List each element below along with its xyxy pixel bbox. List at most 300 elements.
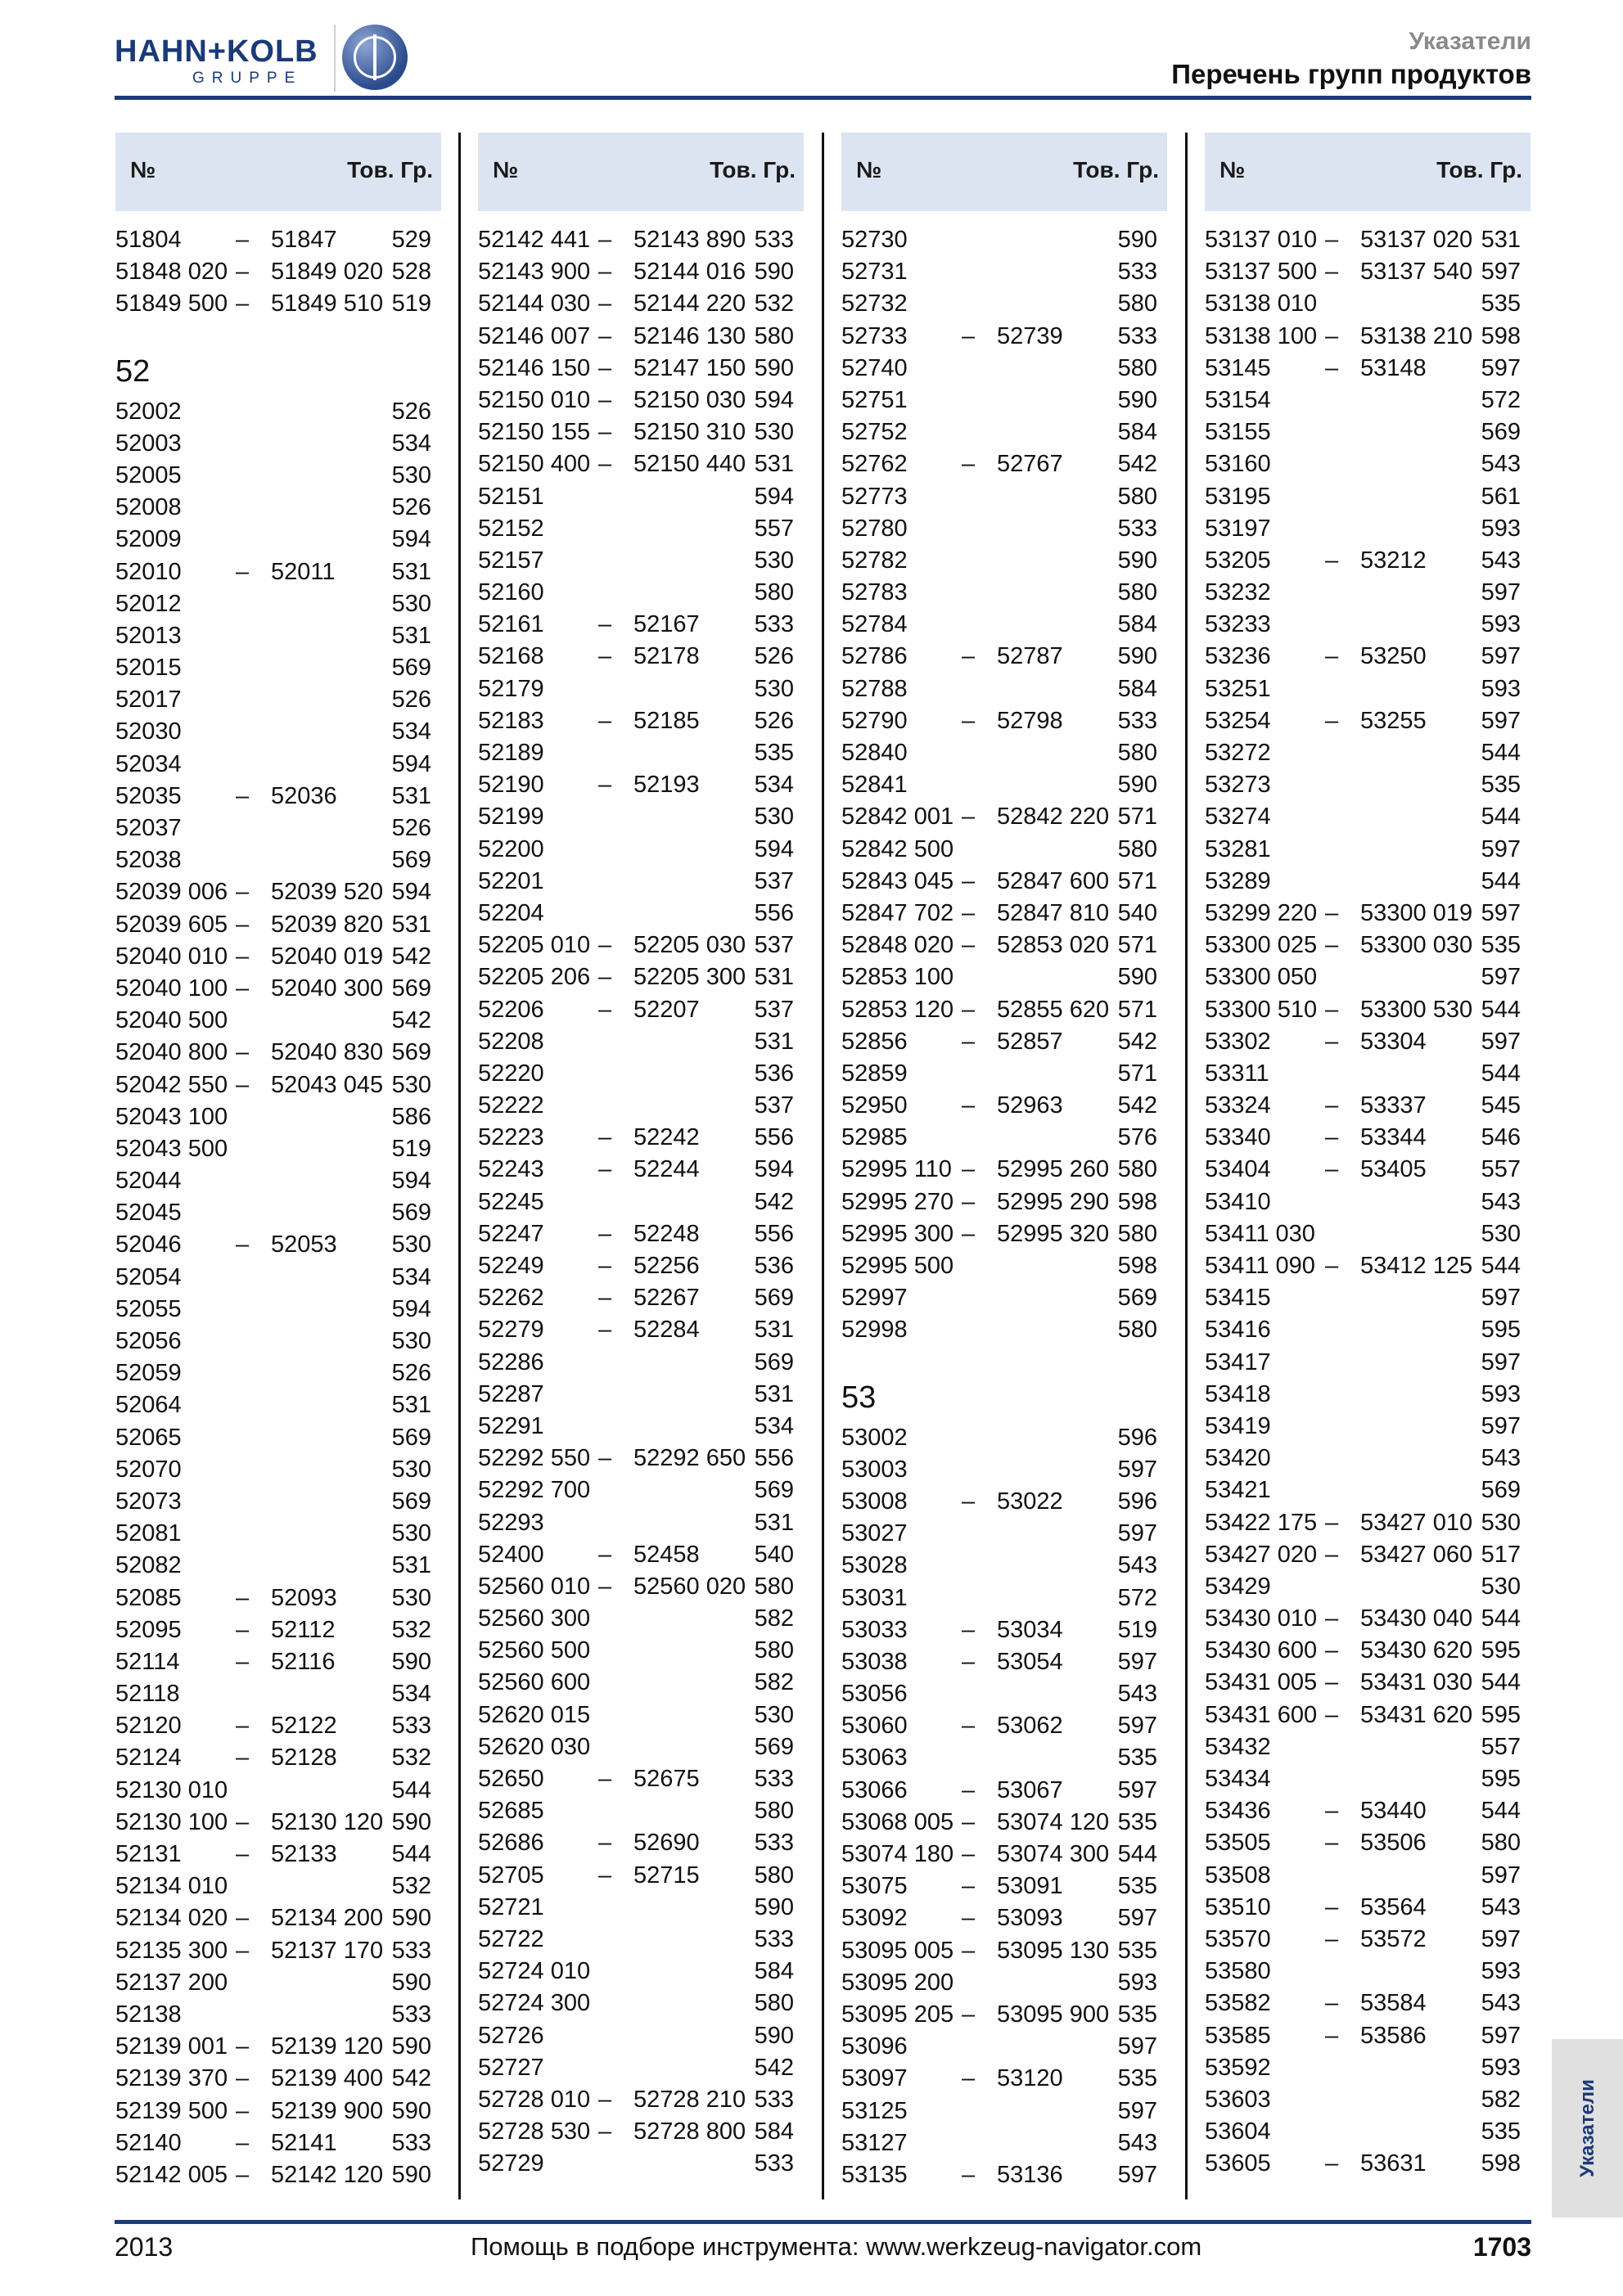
product-group: 535 (1117, 1873, 1157, 1900)
product-group: 533 (754, 1766, 794, 1792)
index-row (841, 1058, 1167, 1090)
product-group: 571 (1117, 867, 1157, 894)
index-row (1205, 1699, 1531, 1731)
item-number-from: 52073 (115, 1488, 182, 1515)
item-number-from: 52842 001 (841, 804, 954, 831)
item-number-to: 52690 (633, 1830, 700, 1857)
page-title: Перечень групп продуктов (1171, 59, 1531, 89)
item-number-to: 53138 210 (1360, 322, 1473, 349)
item-number-to: 53074 120 (997, 1808, 1110, 1835)
index-row (478, 1314, 804, 1346)
index-row (1205, 1474, 1531, 1506)
item-number-from: 52142 441 (478, 227, 591, 253)
product-group: 597 (1481, 1862, 1521, 1889)
item-number-from: 52017 (115, 687, 182, 714)
item-number-from: 52287 (478, 1380, 544, 1407)
index-row (115, 749, 441, 781)
product-group: 533 (391, 1713, 431, 1740)
index-row (115, 1775, 441, 1807)
product-group: 597 (1481, 707, 1521, 734)
index-row (1205, 898, 1531, 930)
product-group: 557 (754, 515, 794, 542)
product-group: 580 (754, 579, 794, 606)
product-group: 530 (754, 419, 794, 446)
item-number-to: 53091 (997, 1873, 1063, 1900)
item-number-from: 53603 (1205, 2086, 1271, 2113)
item-number-from: 52040 100 (115, 975, 228, 1002)
item-number-from: 53420 (1205, 1445, 1271, 1472)
index-row (115, 1646, 441, 1678)
product-group: 542 (391, 943, 431, 970)
item-number-from: 52201 (478, 867, 544, 894)
range-dash: – (236, 1713, 250, 1740)
index-row (478, 2116, 804, 2148)
product-group: 590 (1117, 227, 1157, 253)
index-row (478, 1988, 804, 2019)
index-row (478, 1026, 804, 1058)
range-dash: – (1325, 227, 1339, 253)
product-group: 571 (1117, 804, 1157, 831)
item-number-from: 52015 (115, 655, 182, 682)
item-number-from: 52995 300 (841, 1220, 954, 1247)
item-number-from: 52728 530 (478, 2118, 591, 2145)
index-row (1205, 256, 1531, 288)
range-dash: – (598, 1253, 612, 1279)
index-row (478, 1474, 804, 1506)
index-row (841, 256, 1167, 288)
item-number-from: 52705 (478, 1862, 544, 1889)
range-dash: – (598, 1317, 612, 1344)
index-row (115, 1326, 441, 1357)
item-number-to: 53427 010 (1360, 1509, 1473, 1536)
product-group: 593 (1481, 2054, 1521, 2081)
product-group: 597 (1481, 2022, 1521, 2049)
index-row (841, 1678, 1167, 1710)
product-group: 593 (1481, 1380, 1521, 1407)
column-header-number: № (493, 157, 519, 182)
index-row (841, 2096, 1167, 2127)
item-number-from: 53251 (1205, 675, 1271, 702)
product-group: 590 (1117, 386, 1157, 413)
range-dash: – (1325, 899, 1339, 926)
range-dash: – (962, 1937, 976, 1964)
item-number-from: 53254 (1205, 707, 1271, 734)
index-row (1205, 834, 1531, 866)
item-number-from: 52732 (841, 290, 908, 317)
item-number-from: 53410 (1205, 1188, 1271, 1215)
index-row (115, 1614, 441, 1646)
item-number-from: 52686 (478, 1830, 544, 1857)
product-group: 544 (1481, 867, 1521, 894)
product-group: 569 (754, 1285, 794, 1312)
item-number-from: 52728 010 (478, 2086, 591, 2113)
item-number-from: 53508 (1205, 1862, 1271, 1889)
range-dash: – (236, 782, 250, 809)
index-row (841, 385, 1167, 416)
column-header-group: Тов. Гр. (1073, 157, 1159, 182)
index-row (841, 609, 1167, 641)
item-number-to: 52207 (633, 996, 700, 1023)
index-row (841, 1807, 1167, 1839)
product-group: 531 (754, 451, 794, 478)
index-row (478, 1956, 804, 1988)
item-number-to: 53430 040 (1360, 1605, 1473, 1632)
range-dash: – (236, 2129, 250, 2156)
index-row (115, 288, 441, 320)
item-number-from: 52137 200 (115, 1969, 228, 1996)
item-number-from: 53505 (1205, 1830, 1271, 1857)
range-dash: – (962, 322, 976, 349)
range-dash: – (236, 1808, 250, 1835)
index-row (1205, 2052, 1531, 2084)
item-number-from: 53300 025 (1205, 932, 1318, 959)
item-number-from: 52161 (478, 611, 544, 638)
item-number-from: 53604 (1205, 2118, 1271, 2145)
item-number-from: 53125 (841, 2097, 908, 2124)
column-header (115, 133, 441, 211)
item-number-from: 53138 100 (1205, 322, 1318, 349)
product-group: 532 (754, 290, 794, 317)
product-group: 535 (1481, 290, 1521, 317)
product-group: 544 (1481, 1605, 1521, 1632)
item-number-from: 52200 (478, 835, 544, 862)
product-group: 535 (1481, 772, 1521, 799)
product-group: 597 (1117, 1648, 1157, 1675)
item-number-from: 52292 550 (478, 1445, 591, 1472)
item-number-from: 52157 (478, 547, 544, 574)
product-group: 580 (1481, 1830, 1521, 1857)
item-number-to: 53137 540 (1360, 259, 1473, 286)
item-number-to: 53136 (997, 2161, 1063, 2188)
product-group: 533 (754, 2150, 794, 2177)
item-number-to: 52137 170 (271, 1937, 384, 1964)
index-row (115, 652, 441, 684)
item-number-to: 52560 020 (633, 1573, 746, 1600)
index-row (478, 1892, 804, 1924)
product-group: 594 (391, 526, 431, 553)
range-dash: – (598, 451, 612, 478)
product-group: 543 (1481, 547, 1521, 574)
product-group: 531 (754, 1317, 794, 1344)
item-number-from: 52279 (478, 1317, 544, 1344)
index-row (1205, 673, 1531, 705)
product-group: 584 (1117, 675, 1157, 702)
index-row (478, 1443, 804, 1474)
item-number-to: 53337 (1360, 1092, 1427, 1119)
item-number-from: 52139 500 (115, 2097, 228, 2124)
item-number-from: 52005 (115, 461, 182, 488)
item-number-from: 52780 (841, 515, 908, 542)
index-row (115, 1294, 441, 1326)
index-row (115, 620, 441, 652)
range-dash: – (962, 1156, 976, 1183)
item-number-from: 53137 010 (1205, 227, 1318, 253)
index-row (478, 1924, 804, 1956)
side-tab-index[interactable] (1552, 2039, 1623, 2217)
item-number-from: 52733 (841, 322, 908, 349)
index-row (841, 513, 1167, 545)
section-number: 53 (841, 1380, 877, 1415)
product-group: 542 (1117, 1028, 1157, 1055)
range-dash: – (598, 932, 612, 959)
item-number-from: 53095 200 (841, 1969, 954, 1996)
index-row (478, 1058, 804, 1090)
product-group: 593 (1481, 675, 1521, 702)
index-row (841, 801, 1167, 833)
index-row (115, 1902, 441, 1934)
item-number-to: 53250 (1360, 643, 1427, 670)
index-row (115, 1165, 441, 1197)
range-dash: – (962, 932, 976, 959)
item-number-from: 52843 045 (841, 867, 954, 894)
product-group: 531 (391, 1392, 431, 1419)
range-dash: – (1325, 1669, 1339, 1696)
item-number-from: 52293 (478, 1509, 544, 1536)
range-dash: – (236, 1937, 250, 1964)
item-number-to: 52995 290 (997, 1188, 1110, 1215)
item-number-from: 53135 (841, 2161, 908, 2188)
index-row (841, 1742, 1167, 1774)
index-row (1205, 1571, 1531, 1603)
footer-help-link[interactable]: Помощь в подборе инструмента: www.werkzeug-navigator.com (471, 2232, 1202, 2261)
item-number-from: 53028 (841, 1552, 908, 1579)
range-dash: – (1325, 1830, 1339, 1857)
range-dash: – (236, 1231, 250, 1258)
item-number-from: 52118 (115, 1681, 180, 1708)
item-number-from: 52856 (841, 1028, 908, 1055)
index-row (115, 1197, 441, 1229)
index-row (115, 224, 441, 256)
product-group: 530 (754, 675, 794, 702)
item-number-from: 52985 (841, 1124, 908, 1151)
index-row (1205, 1058, 1531, 1090)
product-group: 535 (1481, 932, 1521, 959)
item-number-from: 52134 010 (115, 1873, 228, 1900)
item-number-from: 53197 (1205, 515, 1271, 542)
index-row (841, 705, 1167, 737)
item-number-to: 52458 (633, 1541, 700, 1568)
range-dash: – (1325, 1925, 1339, 1952)
index-row (115, 588, 441, 620)
range-dash: – (1325, 1990, 1339, 2017)
item-number-to: 53095 900 (997, 2001, 1110, 2028)
index-row (841, 2063, 1167, 2095)
column-divider (1185, 133, 1188, 2199)
product-group: 590 (391, 1969, 431, 1996)
item-number-to: 52150 440 (633, 451, 746, 478)
item-number-from: 52726 (478, 2022, 544, 2049)
item-number-from: 52146 150 (478, 354, 591, 381)
item-number-to: 52040 830 (271, 1039, 384, 1066)
range-dash: – (236, 2033, 250, 2060)
index-row (841, 1839, 1167, 1871)
product-group: 580 (754, 1990, 794, 2017)
product-group: 544 (1481, 996, 1521, 1023)
range-dash: – (962, 996, 976, 1023)
item-number-from: 52150 155 (478, 419, 591, 446)
range-dash: – (1325, 322, 1339, 349)
product-group: 526 (391, 494, 431, 521)
product-group: 580 (1117, 1317, 1157, 1344)
product-group: 540 (1117, 899, 1157, 926)
range-dash: – (962, 707, 976, 734)
range-dash: – (236, 558, 250, 585)
product-group: 590 (391, 1808, 431, 1835)
product-group: 597 (1481, 1285, 1521, 1312)
index-row (478, 737, 804, 769)
item-number-from: 53075 (841, 1873, 908, 1900)
item-number-to: 52147 150 (633, 354, 746, 381)
index-row (115, 460, 441, 492)
range-dash: – (598, 1766, 612, 1792)
range-dash: – (1325, 1701, 1339, 1728)
item-number-to: 52011 (271, 558, 336, 585)
index-row (115, 256, 441, 288)
index-row (1205, 1539, 1531, 1571)
range-dash: – (598, 1830, 612, 1857)
range-dash: – (236, 1745, 250, 1772)
item-number-to: 53074 300 (997, 1841, 1110, 1867)
item-number-from: 52291 (478, 1412, 544, 1439)
item-number-from: 52752 (841, 419, 908, 446)
item-number-from: 53429 (1205, 1573, 1271, 1600)
product-group: 534 (754, 1412, 794, 1439)
product-group: 569 (754, 1348, 794, 1375)
index-row (478, 898, 804, 930)
item-number-from: 52245 (478, 1188, 544, 1215)
item-number-to: 51849 020 (271, 259, 384, 286)
product-group: 590 (391, 2161, 431, 2188)
item-number-to: 52284 (633, 1317, 700, 1344)
item-number-from: 53274 (1205, 804, 1271, 831)
index-row (115, 396, 441, 428)
item-number-from: 52035 (115, 782, 182, 809)
item-number-from: 52042 550 (115, 1071, 228, 1098)
item-number-from: 52751 (841, 386, 908, 413)
range-dash: – (1325, 643, 1339, 670)
item-number-from: 53416 (1205, 1317, 1271, 1344)
product-group: 580 (1117, 579, 1157, 606)
range-dash: – (598, 227, 612, 253)
product-group: 526 (391, 1360, 431, 1387)
product-group: 530 (391, 1071, 431, 1098)
section-heading (115, 321, 441, 396)
range-dash: – (598, 611, 612, 638)
item-number-from: 52292 700 (478, 1477, 591, 1504)
product-group: 597 (1117, 1520, 1157, 1547)
index-row (115, 1742, 441, 1774)
product-group: 596 (1117, 1424, 1157, 1451)
item-number-from: 52560 300 (478, 1605, 591, 1632)
index-row (1205, 288, 1531, 320)
product-group: 594 (754, 835, 794, 862)
index-row (841, 1218, 1167, 1250)
range-dash: – (598, 2086, 612, 2113)
item-number-from: 52009 (115, 526, 182, 553)
product-group: 530 (1481, 1220, 1521, 1247)
product-group: 597 (1117, 1776, 1157, 1803)
column-body (1205, 224, 1531, 2180)
index-row (1205, 1667, 1531, 1699)
product-group: 531 (754, 1028, 794, 1055)
product-group: 533 (391, 2129, 431, 2156)
index-row (841, 1186, 1167, 1218)
column-header-number: № (1220, 157, 1246, 182)
product-group: 582 (1481, 2086, 1521, 2113)
product-group: 595 (1481, 1701, 1521, 1728)
index-row (478, 577, 804, 609)
item-number-from: 52620 015 (478, 1701, 591, 1728)
item-number-from: 52114 (115, 1648, 180, 1675)
item-number-to: 52292 650 (633, 1445, 746, 1472)
product-group: 557 (1481, 1733, 1521, 1760)
index-row (1205, 448, 1531, 480)
item-number-from: 52740 (841, 354, 908, 381)
product-group: 582 (754, 1669, 794, 1696)
product-group: 569 (391, 1039, 431, 1066)
item-number-from: 53582 (1205, 1990, 1271, 2017)
product-group: 590 (754, 2022, 794, 2049)
product-group: 597 (1117, 1713, 1157, 1740)
item-number-from: 52784 (841, 611, 908, 638)
item-number-from: 52144 030 (478, 290, 591, 317)
item-number-from: 52002 (115, 398, 182, 425)
index-row (478, 930, 804, 961)
product-group: 584 (1117, 419, 1157, 446)
item-number-from: 52038 (115, 847, 182, 874)
product-group: 526 (754, 707, 794, 734)
column-header-group: Тов. Гр. (710, 157, 796, 182)
item-number-from: 52046 (115, 1231, 182, 1258)
range-dash: – (962, 1841, 976, 1867)
product-group: 533 (391, 2001, 431, 2028)
section-heading (841, 1347, 1167, 1422)
item-number-from: 52010 (115, 558, 182, 585)
item-number-from: 53430 600 (1205, 1637, 1318, 1664)
index-row (1205, 1635, 1531, 1667)
item-number-to: 53440 (1360, 1798, 1427, 1825)
product-group: 580 (754, 322, 794, 349)
index-row (841, 1871, 1167, 1902)
product-group: 597 (1481, 1348, 1521, 1375)
range-dash: – (1325, 1092, 1339, 1119)
product-group: 572 (1481, 386, 1521, 413)
index-row (1205, 2148, 1531, 2180)
product-group: 557 (1481, 1156, 1521, 1183)
range-dash: – (962, 2161, 976, 2188)
product-group: 530 (391, 590, 431, 617)
range-dash: – (962, 1092, 976, 1119)
index-row (115, 1389, 441, 1421)
product-group: 537 (754, 1092, 794, 1119)
item-number-from: 53137 500 (1205, 259, 1318, 286)
item-number-from: 52247 (478, 1220, 544, 1247)
index-row (478, 2052, 804, 2084)
product-group: 543 (1117, 1681, 1157, 1708)
index-row (841, 448, 1167, 480)
item-number-from: 52204 (478, 899, 544, 926)
index-row (478, 641, 804, 673)
item-number-from: 52013 (115, 622, 182, 649)
product-group: 597 (1481, 354, 1521, 381)
index-row (1205, 577, 1531, 609)
item-number-from: 53302 (1205, 1028, 1271, 1055)
product-group: 519 (391, 290, 431, 317)
product-group: 533 (754, 227, 794, 253)
item-number-from: 52150 010 (478, 386, 591, 413)
product-group: 595 (1481, 1317, 1521, 1344)
index-row (478, 2020, 804, 2052)
